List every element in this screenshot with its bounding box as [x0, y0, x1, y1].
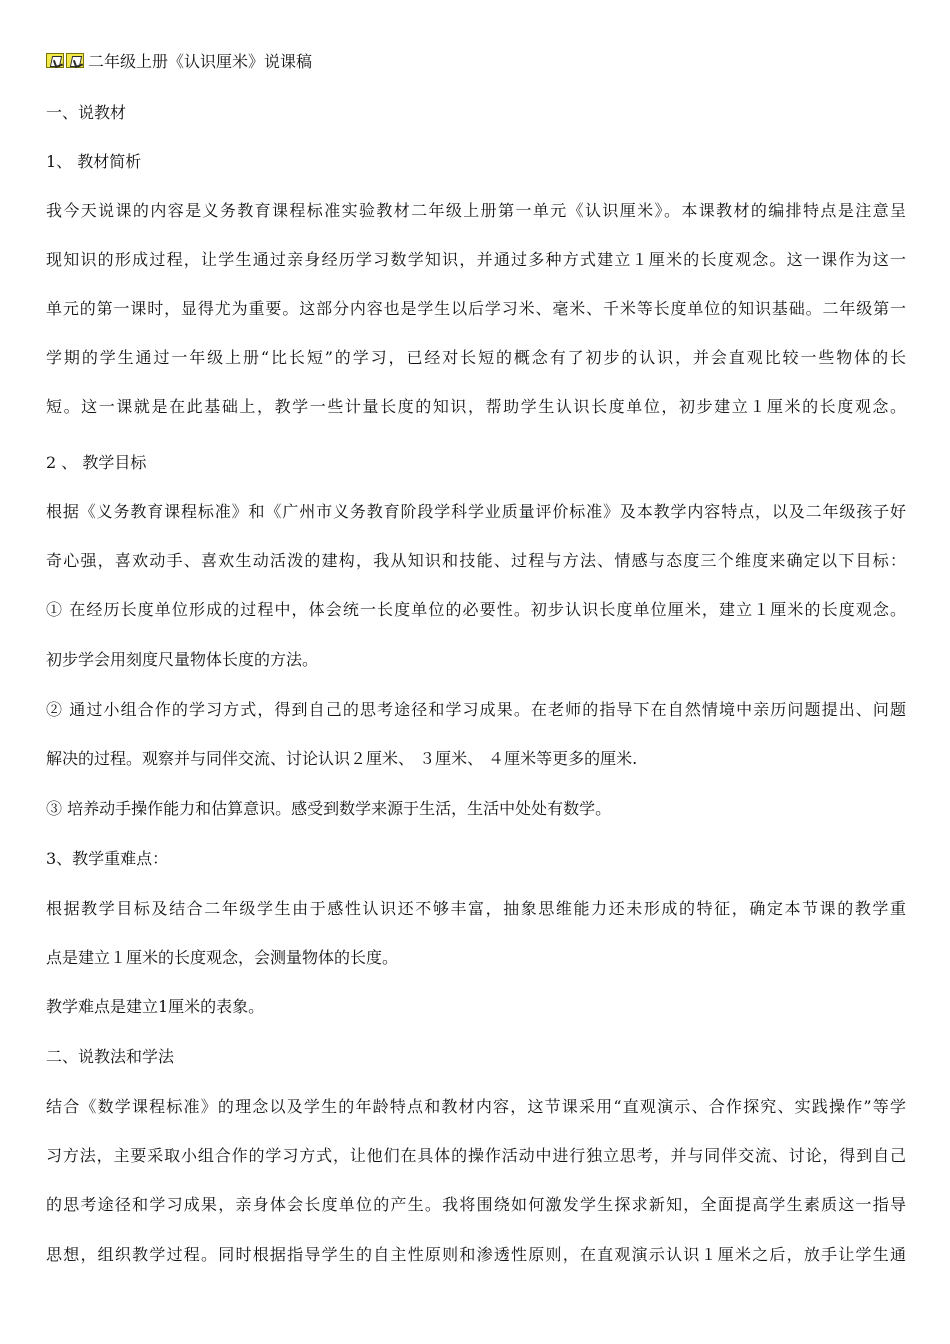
paragraph-line: 根据《义务教育课程标准》和《广州市义务教育阶段学科学业质量评价标准》及本教学内容特点，以及二年级孩子好	[46, 502, 906, 521]
subsection-heading: 1、 教材简析	[46, 152, 142, 171]
paragraph-line: 点是建立１厘米的长度观念，会测量物体的长度。	[46, 948, 399, 967]
paragraph-line: 学期的学生通过一年级上册“比长短”的学习，已经对长短的概念有了初步的认识，并会直观比较一些物体的长	[46, 348, 906, 367]
title-row	[46, 50, 312, 70]
paragraph-line: 的思考途径和学习成果，亲身体会长度单位的产生。我将围绕如何激发学生探求新知，全面提高学生素质这一指导	[46, 1195, 906, 1214]
paragraph-line: 我今天说课的内容是义务教育课程标准实验教材二年级上册第一单元《认识厘米》。本课教材的编排特点是注意呈	[46, 201, 906, 220]
document-icon	[46, 53, 64, 68]
paragraph-line: 教学难点是建立1厘米的表象。	[46, 997, 265, 1016]
paragraph-line: 习方法，主要采取小组合作的学习方式，让他们在具体的操作活动中进行独立思考，并与同伴交流、讨论，得到自己	[46, 1146, 906, 1165]
document-title: 二年级上册《认识厘米》说课稿	[88, 51, 313, 71]
paragraph-line: 初步学会用刻度尺量物体长度的方法。	[46, 650, 319, 669]
section-heading: 二、说教法和学法	[46, 1047, 175, 1066]
paragraph-line: 现知识的形成过程，让学生通过亲身经历学习数学知识，并通过多种方式建立１厘米的长度观念。这一课作为这一	[46, 250, 906, 269]
paragraph-line: 思想，组织教学过程。同时根据指导学生的自主性原则和渗透性原则，在直观演示认识１厘米之后，放手让学生通	[46, 1245, 906, 1264]
paragraph-line: 单元的第一课时，显得尤为重要。这部分内容也是学生以后学习米、毫米、千米等长度单位的知识基础。二年级第一	[46, 299, 906, 318]
paragraph-line: 短。这一课就是在此基础上，教学一些计量长度的知识，帮助学生认识长度单位，初步建立１厘米的长度观念。	[46, 397, 906, 416]
paragraph-line: 解决的过程。观察并与同伴交流、讨论认识２厘米、 ３厘米、 ４厘米等更多的厘米.	[46, 749, 638, 768]
section-heading: 一、说教材	[46, 103, 127, 122]
subsection-heading: 2 、 教学目标	[46, 453, 147, 472]
paragraph-line: 奇心强，喜欢动手、喜欢生动活泼的建构，我从知识和技能、过程与方法、情感与态度三个维度来确定以下目标：	[46, 551, 906, 570]
paragraph-line: 根据教学目标及结合二年级学生由于感性认识还不够丰富，抽象思维能力还未形成的特征，确定本节课的教学重	[46, 899, 906, 918]
list-item: ③ 培养动手操作能力和估算意识。感受到数学来源于生活，生活中处处有数学。	[46, 799, 612, 818]
paragraph-line: 结合《数学课程标准》的理念以及学生的年龄特点和教材内容，这节课采用“直观演示、合作探究、实践操作”等学	[46, 1097, 906, 1116]
list-item: ② 通过小组合作的学习方式，得到自己的思考途径和学习成果。在老师的指导下在自然情境中亲历问题提出、问题	[46, 700, 906, 719]
list-item: ① 在经历长度单位形成的过程中，体会统一长度单位的必要性。初步认识长度单位厘米，建立１厘米的长度观念。	[46, 600, 906, 619]
document-icon	[66, 53, 84, 68]
subsection-heading: 3、教学重难点：	[46, 849, 169, 868]
